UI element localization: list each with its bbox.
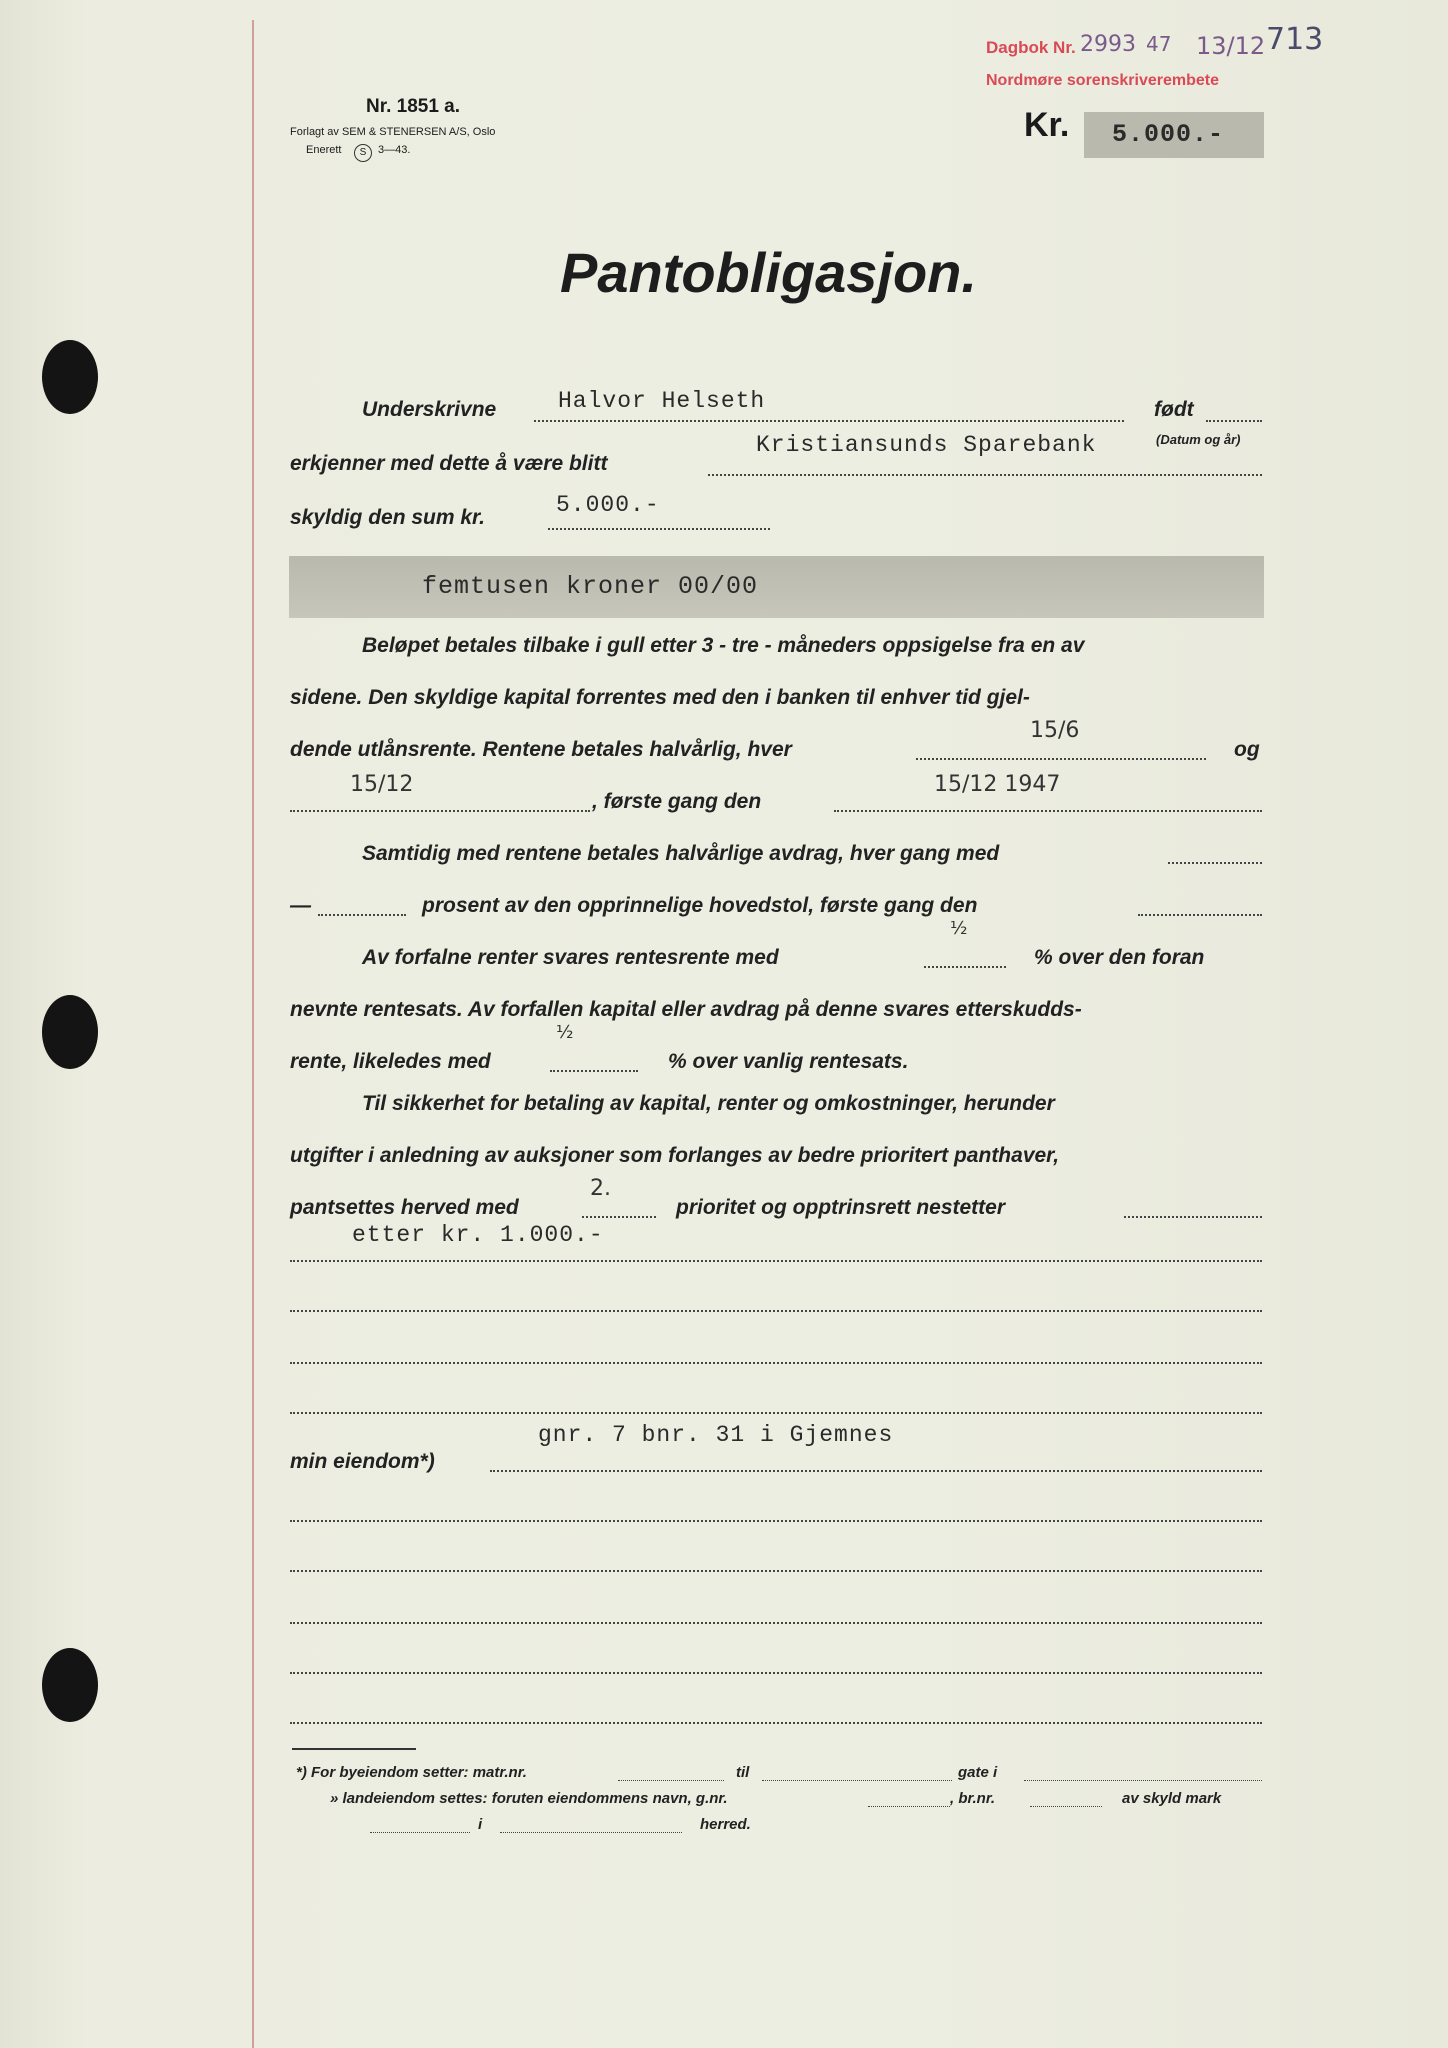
- dagbok-date: 13/12: [1196, 32, 1266, 60]
- p4-line2: utgifter i anledning av auksjoner som forlanges av bedre prioritert panthaver,: [290, 1144, 1060, 1167]
- p2-line2: prosent av den opprinnelige hovedstol, første gang den: [422, 894, 978, 917]
- after-amount: etter kr. 1.000.-: [352, 1222, 604, 1248]
- creditor-line: [708, 474, 1262, 476]
- born-hint: (Datum og år): [1156, 432, 1241, 447]
- p4-line3a: pantsettes herved med: [290, 1196, 519, 1219]
- footnote-line1c: gate i: [958, 1764, 998, 1781]
- first-time-line: [834, 810, 1262, 812]
- sum-value: 5.000.-: [556, 492, 660, 518]
- form-number: Nr. 1851 a.: [366, 96, 461, 117]
- blank-line: [290, 1260, 1262, 1262]
- interest-day2: 15/12: [350, 772, 414, 797]
- footnote-line1a: *) For byeiendom setter: matr.nr.: [296, 1764, 527, 1781]
- p3-line3a: rente, likeledes med: [290, 1050, 491, 1073]
- footnote-line2c: av skyld mark: [1122, 1790, 1222, 1807]
- born-line: [1206, 420, 1262, 422]
- p3-rate2: ½: [556, 1022, 574, 1043]
- publisher-date: 3—43.: [378, 144, 411, 156]
- dagbok-year: 47: [1146, 32, 1172, 56]
- blank-line: [290, 1362, 1262, 1364]
- footnote-dots: [868, 1806, 950, 1807]
- property-typed: gnr. 7 bnr. 31 i Gjemnes: [538, 1422, 894, 1448]
- footnote-dots: [1024, 1780, 1262, 1781]
- blank-line: [290, 1310, 1262, 1312]
- born-label: født: [1154, 398, 1194, 421]
- sum-line: [548, 528, 770, 530]
- p3-rate1-line: [924, 966, 1006, 968]
- p4-line3b: prioritet og opptrinsrett nestetter: [676, 1196, 1006, 1219]
- p2-line2-dots: [1138, 914, 1262, 916]
- p2-line1: Samtidig med rentene betales halvårlige avdrag, hver gang med: [362, 842, 1000, 865]
- stamp-office: Nordmøre sorenskriverembete: [986, 72, 1219, 89]
- footnote-rule: [292, 1748, 416, 1750]
- amount-value: 5.000.-: [1112, 120, 1225, 149]
- p1-line2: sidene. Den skyldige kapital forrentes med den i banken til enhver tid gjel-: [290, 686, 1030, 709]
- footnote-line2b: , br.nr.: [950, 1790, 996, 1807]
- p2-dash: —: [290, 894, 311, 917]
- footnote-dots: [762, 1780, 952, 1781]
- property-label: min eiendom*): [290, 1450, 435, 1473]
- footnote-line3a: i: [478, 1816, 483, 1833]
- property-line: [490, 1470, 1262, 1472]
- footnote-line2a: » landeiendom settes: foruten eiendommens navn, g.nr.: [330, 1790, 728, 1807]
- punch-hole: [42, 340, 98, 414]
- p3-line1b: % over den foran: [1034, 946, 1205, 969]
- page-title: Pantobligasjon.: [560, 241, 977, 304]
- punch-hole: [42, 1648, 98, 1722]
- p3-rate2-line: [550, 1070, 638, 1072]
- debtor-line: [534, 420, 1124, 422]
- footnote-dots: [618, 1780, 724, 1781]
- footnote-line3b: herred.: [700, 1816, 751, 1833]
- debtor-label: Underskrivne: [362, 398, 497, 421]
- footnote-dots: [370, 1832, 470, 1833]
- dagbok-label: Dagbok Nr.: [986, 38, 1076, 57]
- creditor-label: erkjenner med dette å være blitt: [290, 452, 608, 475]
- p4-line3-dots: [1124, 1216, 1262, 1218]
- blank-line: [290, 1622, 1262, 1624]
- p2-dash-dots: [318, 914, 406, 916]
- priority: 2.: [590, 1176, 611, 1201]
- publisher-logo: S: [354, 144, 372, 162]
- og-label: og: [1234, 738, 1260, 761]
- p3-line1a: Av forfalne renter svares rentesrente med: [362, 946, 779, 969]
- sum-label: skyldig den sum kr.: [290, 506, 485, 529]
- blank-line: [290, 1520, 1262, 1522]
- priority-line: [582, 1216, 656, 1218]
- interest-day2-line: [290, 810, 590, 812]
- punch-hole: [42, 995, 98, 1069]
- p3-rate1: ½: [950, 918, 968, 939]
- interest-day1-line: [916, 758, 1206, 760]
- interest-day1: 15/6: [1030, 718, 1080, 743]
- amount-words: femtusen kroner 00/00: [422, 572, 759, 601]
- margin-line: [252, 20, 254, 2048]
- creditor-name: Kristiansunds Sparebank: [756, 432, 1097, 458]
- first-time-label: , første gang den: [592, 790, 762, 813]
- footnote-line1b: til: [736, 1764, 750, 1781]
- blank-line: [290, 1570, 1262, 1572]
- blank-line: [290, 1672, 1262, 1674]
- p4-line1: Til sikkerhet for betaling av kapital, renter og omkostninger, herunder: [362, 1092, 1055, 1115]
- p3-line2: nevnte rentesats. Av forfallen kapital eller avdrag på denne svares etterskudds-: [290, 998, 1082, 1021]
- first-time-date: 15/12 1947: [934, 772, 1061, 797]
- p3-line3b: % over vanlig rentesats.: [668, 1050, 909, 1073]
- footnote-dots: [1030, 1806, 1102, 1807]
- p1-line1: Beløpet betales tilbake i gull etter 3 - tre - måneders oppsigelse fra en av: [362, 634, 1085, 657]
- blank-line: [290, 1722, 1262, 1724]
- publisher-line: Forlagt av SEM & STENERSEN A/S, Oslo: [290, 126, 496, 138]
- amount-label: Kr.: [1024, 106, 1070, 144]
- page-number: 713: [1266, 22, 1324, 57]
- p2-line1-dots: [1168, 862, 1262, 864]
- footnote-dots: [500, 1832, 682, 1833]
- debtor-name: Halvor Helseth: [558, 388, 766, 414]
- dagbok-number: 2993: [1080, 32, 1136, 57]
- publisher-enerett: Enerett: [306, 144, 342, 156]
- blank-line: [290, 1412, 1262, 1414]
- p1-line3: dende utlånsrente. Rentene betales halvårlig, hver: [290, 738, 792, 761]
